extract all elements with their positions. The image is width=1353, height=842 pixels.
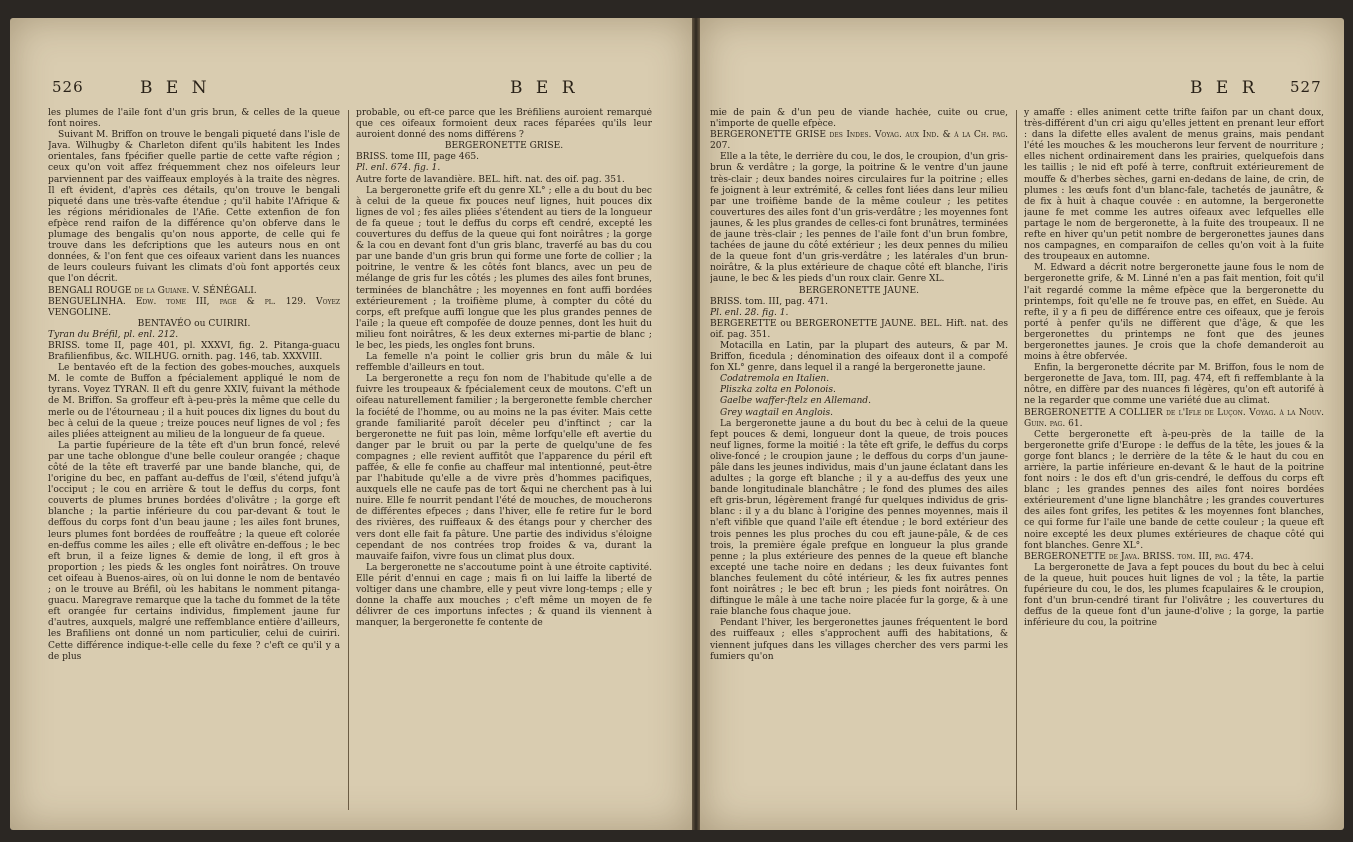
paragraph: Grey wagtail en Anglois. bbox=[720, 407, 834, 418]
reference-line: Pl. enl. 674. fig. 1. bbox=[356, 163, 441, 174]
paragraph: La femelle n'a point le collier gris brun du mâle & lui reffemble d'ailleurs en tout. bbox=[356, 352, 652, 374]
paragraph: Enfin, la bergeronette décrite par M. Briffon, fous le nom de bergeronette de Java, tom. III, pag. 474, eft fi reffemblante à la nôtre, en diffère par des nuances fi légères, qu'on eft autorifé à ne la regarder que comme une variété due au climat. bbox=[1024, 363, 1324, 407]
paragraph: M. Edward a décrit notre bergeronette jaune fous le nom de bergeronette grife, & M. Linné n'en a pas fait mention, foit qu'il l'ait regardé comme la même efpèce que la bergeronette du printemps, foit qu'elle ne fe trouve pas, en effet, en Suède. Au refte, il y a fi peu de différence entre ces oifeaux, que je ferois porté à penfer qu'ils ne diffèrent que d'âge, & que les bergeronettes du printemps ne font que des jeunes bergeronettes jaunes. Je crois que la chofe demanderoit au moins à être obfervée. bbox=[1024, 263, 1324, 363]
paragraph: Suivant M. Briffon on trouve le bengali piqueté dans l'isle de Java. Wilhugby & Charleton difent qu'ils habitent les Indes orientales, fans fpécifier quelle partie de cette vafte région ; ceux qu'on voit affez fréquemment chez nos oifeleurs leur parviennent par des vaiffeaux employés à la traite des nègres. Il eft évident, d'après ces détails, qu'on trouve le bengali piqueté dans une très-vafte étendue ; qu'il habite l'Afrique & les régions méridionales de l'Afie. Cette extenfion de fon efpèce rend raifon de la différence qu'on obferve dans le plumage des bengalis qu'on nous apporte, de celle qui fe trouve dans les defcriptions que les auteurs nous en ont données, & l'on fent que ces oifeaux varient dans les nuances de leurs couleurs fuivant les climats d'où font apportés ceux que l'on décrit. bbox=[48, 130, 340, 285]
right-running-head: B E R bbox=[1190, 78, 1259, 98]
paragraph: Le bentavéo eft de la fection des gobes-mouches, auxquels M. le comte de Buffon a fpécialement appliqué le nom de tyrans. Voyez TYRAN. Il eft du genre XXIV, fuivant la méthode de M. Briffon. Sa groffeur eft à-peu-près la même que celle du merle ou de l'étourneau ; il a huit pouces dix lignes du bout du bec à celui de la queue ; treize pouces neuf lignes de vol ; fes ailes pliées atteignent au milieu de la longueur de fa queue. bbox=[48, 363, 340, 440]
paragraph: Pliszka zolta en Polonois. bbox=[720, 385, 836, 396]
entry-heading: BERGERONETTE de Java. BRISS. tom. III, pag. 474. bbox=[1024, 551, 1254, 562]
left-page-column-1 bbox=[48, 108, 340, 820]
paragraph: La bergeronette de Java a fept pouces du bout du bec à celui de la queue, huit pouces huit lignes de vol ; la tête, la partie fupérieure du cou, le dos, les plumes fcapulaires & le croupion, font d'un brun-cendré tirant fur l'olivâtre ; les couvertures du deffus de la queue font d'un jaune-d'olive ; la gorge, la partie inférieure du cou, la poitrine bbox=[1024, 562, 1324, 629]
paragraph: La bergeronette grife eft du genre XL° ; elle a du bout du bec à celui de la queue fix pouces neuf lignes, huit pouces dix lignes de vol ; fes ailes pliées s'étendent au tiers de la longueur de fa queue ; tout le deffus du corps eft cendré, excepté les couvertures du deffus de la queue qui font noirâtres ; la gorge & la cou en devant font d'un gris blanc, traverfé au bas du cou par une bande d'un gris brun qui forme une forte de collier ; la poitrine, le ventre & les côtés font blancs, avec un peu de mélange de gris fur les côtés ; les plumes des ailes font brunes, terminées de blanchâtre ; les moyennes en font auffi bordées extérieurement ; la troifième plume, à compter du côté du corps, eft prefque auffi longue que les plus grandes pennes de l'aile ; la queue eft compofée de douze pennes, dont les huit du milieu font noirâtres, & les deux externes mi-partie de blanc ; le bec, les pieds, les ongles font bruns. bbox=[356, 185, 652, 351]
paragraph: Pendant l'hiver, les bergeronettes jaunes fréquentent le bord des ruiffeaux ; elles s'approchent auffi des habitations, & viennent jufques dans les villages chercher des vers parmi les fumiers qu'on bbox=[710, 618, 1008, 662]
paragraph: La partie fupérieure de la tête eft d'un brun foncé, relevé par une tache oblongue d'une belle couleur orangée ; chaque côté de la tête eft traverfé par une bande blanche, qui, de l'origine du bec, en paffant au-deffus de l'œil, s'étend jufqu'à l'occiput ; le cou en arrière & tout le deffus du corps, font couverts de plumes brunes bordées d'olivâtre ; la gorge eft blanche ; la partie inférieure du cou par-devant & tout le deffous du corps font d'un beau jaune ; les ailes font brunes, leurs plumes font bordées de rouffeâtre ; la queue eft colorée en-deffus comme les ailes ; elle eft olivâtre en-deffous ; le bec eft brun, il a feize lignes & demie de long, il eft gros à proportion ; les pieds & les ongles font noirâtres. On trouve cet oifeau à Buenos-aires, où on lui donne le nom de bentavéo ; on le trouve au Bréfil, où les habitans le nomment pitanga-guacu. Maregrave remarque que la tache du fommet de la tête eft orangée fur certains individus, fimplement jaune fur d'autres, auxquels, malgré une reffemblance entière d'ailleurs, les Brafiliens ont donné un nom particulier, celui de cuiriri. Cette différence indique-t-elle celle du fexe ? c'eft ce qu'il y a de plus bbox=[48, 440, 340, 662]
left-running-head-right: B E R bbox=[510, 78, 579, 98]
paragraph: Gaelbe waffer-ftelz en Allemand. bbox=[720, 396, 872, 407]
column-divider bbox=[348, 110, 349, 810]
left-page-header bbox=[10, 78, 692, 106]
paragraph: Motacilla en Latin, par la plupart des auteurs, & par M. Briffon, ficedula ; dénomination des oifeaux dont il a compofé fon XL° genre, dans lequel il a rangé la bergeronette jaune. bbox=[710, 340, 1008, 374]
paragraph: mie de pain & d'un peu de viande hachée, cuite ou crue, n'importe de quelle efpèce. bbox=[710, 108, 1008, 130]
entry-heading: BERGERONETTE GRISE. bbox=[444, 141, 564, 152]
paragraph: y amaffe : elles animent cette trifte faifon par un chant doux, très-différent d'un cri aigu qu'elles jettent en prenant leur effort : dans la difette elles avalent de menus grains, mais pendant l'été les mouches & les moucherons leur fervent de nourriture ; elles nichent ordinairement dans les prairies, quelquefois dans les taillis ; le nid eft pofé à terre, conftruit extérieurement de mouffe & d'herbes sèches, garni en-dedans de laine, de crin, de plumes : les œufs font d'un blanc-fale, tachetés de jaunâtre, & de fix à huit à chaque couvée : en automne, la bergeronette jaune fe met comme les autres oifeaux avec lefquelles elle partage le nom de bergeronette, à la fuite des troupeaux. Il ne refte en hiver qu'un petit nombre de bergeronettes jaunes dans nos campagnes, en comparaifon de celles qu'on voit à la fuite des troupeaux en automne. bbox=[1024, 108, 1324, 263]
left-page-number: 526 bbox=[52, 78, 84, 96]
left-page-column-2 bbox=[356, 108, 652, 820]
entry-heading: BENTAVÉO ou CUIRIRI. bbox=[137, 318, 251, 329]
paragraph: La bergeronette ne s'accoutume point à une étroite captivité. Elle périt d'ennui en cage ; mais fi on lui laiffe la liberté de voltiger dans une chambre, elle y peut vivre long-temps ; elle y donne la chaffe aux mouches ; c'eft même un moyen de fe délivrer de ces importuns infectes ; & quand ils viennent à manquer, la bergeronette fe contente de bbox=[356, 562, 652, 629]
entry-heading: BENGUELINHA. Edw. tome III, page & pl. 129. Voyez VENGOLINE. bbox=[48, 296, 340, 318]
paragraph: La bergeronette a reçu fon nom de l'habitude qu'elle a de fuivre les troupeaux & fpécialement ceux de moutons. C'eft un oifeau naturellement familier ; la bergeronette femble chercher la fociété de l'homme, ou au moins ne la pas éviter. Mais cette grande familiarité paroît déceler peu d'inftinct ; car la bergeronette ne fuit pas loin, même lorfqu'elle eft avertie du danger par le bruit ou par la perte de quelqu'une de fes compagnes ; elle revient auffitôt que l'apparence du péril eft paffée, & elle fe confie au chaffeur mal intentionné, peut-être par l'habitude qu'elle a de vivre près d'hommes pacifiques, auxquels elle ne caufe pas de tort &qui ne cherchent pas à lui nuire. Elle fe nourrit pendant l'été de mouches, de moucherons de différentes efpeces ; dans l'hiver, elle fe retire fur le bord des rivières, des ruiffeaux & des étangs pour y chercher des vers dont elle fait fa pâture. Une partie des individus s'éloigne cependant de nos contrées trop froides & va, durant la mauvaife faifon, vivre fous un climat plus doux. bbox=[356, 374, 652, 562]
entry-heading: BERGERONETTE A COLLIER de l'Ifle de Luçon. Voyag. à la Nouv. Guin. pag. 61. bbox=[1024, 407, 1324, 429]
reference-line: Tyran du Bréfil, pl. enl. 212. bbox=[48, 329, 179, 340]
right-page-column-1 bbox=[710, 108, 1008, 820]
paragraph: Elle a la tête, le derrière du cou, le dos, le croupion, d'un gris-brun & verdâtre ; la gorge, la poitrine & le ventre d'un jaune très-clair ; deux bandes noires circulaires fur la poitrine ; elles fe joignent à leur extrémité, & celles font liées dans leur milieu par une troifième bande de la même couleur ; les petites couvertures des ailes font d'un gris-verdâtre ; les moyennes font jaunes, & les plus grandes de celles-ci font brunâtres, terminées de jaune très-clair ; les pennes de l'aile font d'un brun fombre, tachées de jaune du côté extérieur ; les deux pennes du milieu de la queue font d'un gris-verdâtre ; les latérales d'un brun-noirâtre, & la plus extérieure de chaque côté eft blanche, l'iris jaune, le bec & les pieds d'un roux clair. Genre XL. bbox=[710, 152, 1008, 285]
reference-line: Pl. enl. 28. fig. 1. bbox=[710, 307, 789, 318]
reference-line: Autre forte de lavandière. BEL. hift. nat. des oif. pag. 351. bbox=[356, 174, 625, 185]
paragraph: probable, ou eft-ce parce que les Bréfiliens auroient remarqué que ces oifeaux formoient deux races féparées qu'ils leur auroient donné des noms différens ? bbox=[356, 108, 652, 141]
reference-line: BRISS. tome II, page 401, pl. XXXVI, fig. 2. Pitanga-guacu Brafilienfibus, &c. WILHUG. ornith. pag. 146, tab. XXXVIII. bbox=[48, 340, 340, 363]
paragraph: les plumes de l'aile font d'un gris brun, & celles de la queue font noires. bbox=[48, 108, 340, 130]
reference-line: BERGERETTE ou BERGERONETTE JAUNE. BEL. Hift. nat. des oif. pag. 351. bbox=[710, 318, 1008, 340]
entry-heading: BERGERONETTE JAUNE. bbox=[798, 285, 920, 296]
right-page-number: 527 bbox=[1290, 78, 1322, 96]
entry-heading: BENGALI ROUGE de la Guiane. V. SÉNÉGALI. bbox=[48, 285, 257, 296]
reference-line: BRISS. tom. III, pag. 471. bbox=[710, 296, 829, 307]
right-page-column-2 bbox=[1024, 108, 1324, 820]
reference-line: BRISS. tome III, page 465. bbox=[356, 152, 480, 163]
entry-heading: BERGERONETTE GRISE des Indes. Voyag. aux Ind. & à la Ch. pag. 207. bbox=[710, 130, 1008, 152]
left-running-head: B E N bbox=[140, 78, 211, 98]
left-page bbox=[10, 18, 692, 830]
paragraph: La bergeronette jaune a du bout du bec à celui de la queue fept pouces & demi, longueur dont la queue, de trois pouces neuf lignes, forme la moitié : la tête eft grife, le deffus du corps olive-foncé ; le croupion jaune ; le deffous du corps d'un jaune-pâle dans les jeunes individus, mais d'un jaune éclatant dans les adultes ; la gorge eft blanche ; il y a au-deffus des yeux une bande longitudinale blanchâtre ; le fond des plumes des ailes eft gris-brun, légèrement frangé fur quelques individus de gris-blanc : il y a du blanc à l'origine des pennes moyennes, mais il n'eft vifible que quand l'aile eft étendue ; le bord extérieur des trois pennes les plus proches du cou eft jaune-pâle, & de ces trois, la première égale prefque en longueur la plus grande penne ; la plus extérieure des pennes de la queue eft blanche excepté une tache noire en dedans ; les deux fuivantes font blanches feulement du côté intérieur, & les fix autres pennes font noirâtres ; le bec eft brun ; les pieds font noirâtres. On diftingue le mâle à une tache noire placée fur la gorge, & à une raie blanche fous chaque joue. bbox=[710, 418, 1008, 618]
right-page-header bbox=[700, 78, 1344, 106]
paragraph: Codatremola en Italien. bbox=[720, 374, 830, 385]
right-page bbox=[700, 18, 1344, 830]
paragraph: Cette bergeronette eft à-peu-près de la taille de la bergeronette grife d'Europe : le deffus de la tête, les joues & la gorge font blancs ; le derrière de la tête & le haut du cou en arrière, la partie inférieure en-devant & le haut de la poitrine font noirs : le dos eft d'un gris-cendré, le deffous du corps eft blanc ; les grandes pennes des ailes font noires bordées extérieurement d'une ligne blanchâtre ; les grandes couvertures des ailes font grifes, les petites & les moyennes font blanches, ce qui forme fur l'aile une bande de cette couleur ; la queue eft noire excepté les deux plumes extérieures de chaque côté qui font blanches. Genre XL°. bbox=[1024, 429, 1324, 551]
column-divider bbox=[1016, 110, 1017, 810]
